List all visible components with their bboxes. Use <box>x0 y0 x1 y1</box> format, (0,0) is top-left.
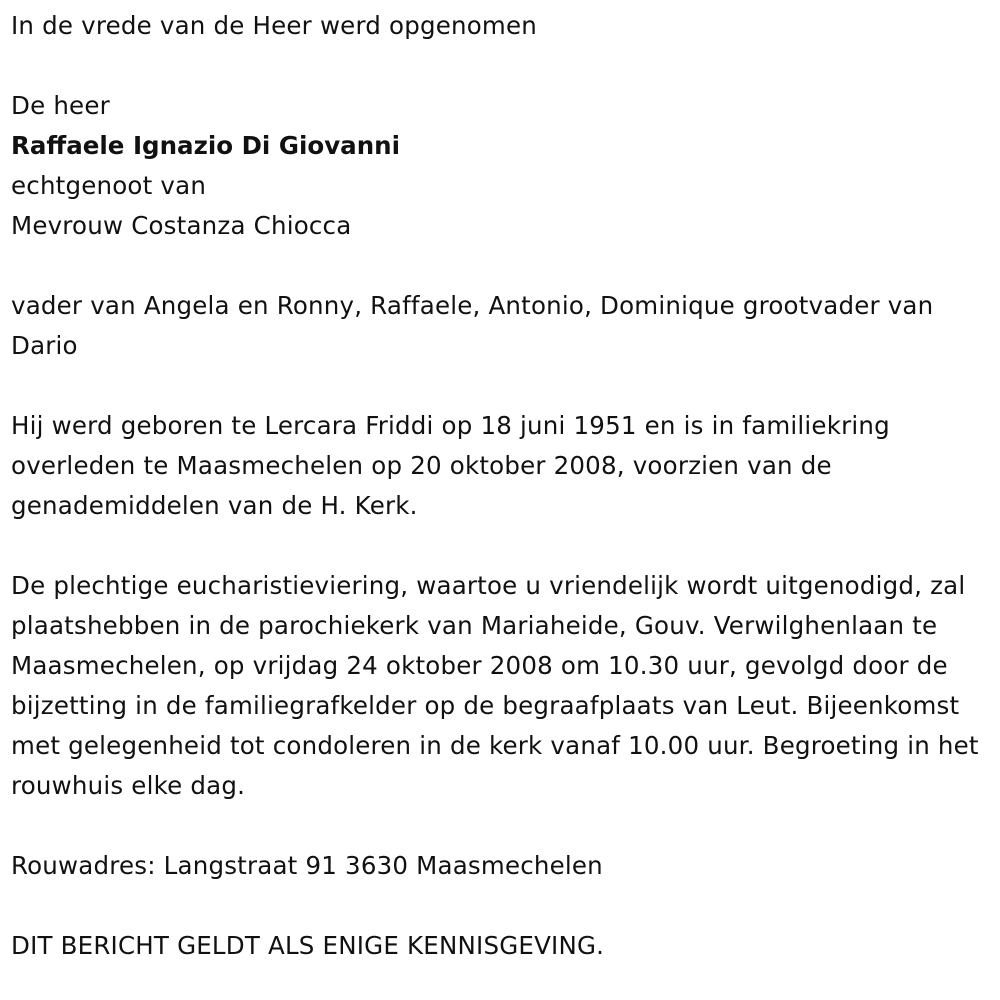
spacer <box>11 246 991 286</box>
mourning-address: Rouwadres: Langstraat 91 3630 Maasmechelen <box>11 851 603 880</box>
deceased-name: Raffaele Ignazio Di Giovanni <box>11 131 400 160</box>
closing-line: DIT BERICHT GELDT ALS ENIGE KENNISGEVING. <box>11 931 605 960</box>
spouse-name: Mevrouw Costanza Chiocca <box>11 211 352 240</box>
spacer <box>11 366 991 406</box>
salutation: De heer <box>11 91 110 120</box>
spacer <box>11 46 991 86</box>
spacer <box>11 886 991 926</box>
family-paragraph: vader van Angela en Ronny, Raffaele, Antonio, Dominique grootvader van Dario <box>11 291 934 360</box>
death-notice <box>11 6 991 966</box>
spacer <box>11 526 991 566</box>
birth-death-paragraph: Hij werd geboren te Lercara Friddi op 18 juni 1951 en is in familiekring overleden te Maasmechelen op 20 oktober 2008, voorzien van de genademiddelen van de H. Kerk. <box>11 411 890 520</box>
spouse-prefix: echtgenoot van <box>11 171 207 200</box>
intro-line: In de vrede van de Heer werd opgenomen <box>11 11 537 40</box>
spacer <box>11 806 991 846</box>
ceremony-paragraph: De plechtige eucharistieviering, waartoe u vriendelijk wordt uitgenodigd, zal plaatshebben in de parochiekerk van Mariaheide, Gouv. Verwilghenlaan te Maasmechelen, op vrijdag 24 oktober 2008 om 10.30 uur, gevolgd door de bijzetting in de familiegrafkelder op de begraafplaats van Leut. Bijeenkomst met gelegenheid tot condoleren in de kerk vanaf 10.00 uur. Begroeting in het rouwhuis elke dag. <box>11 571 979 800</box>
